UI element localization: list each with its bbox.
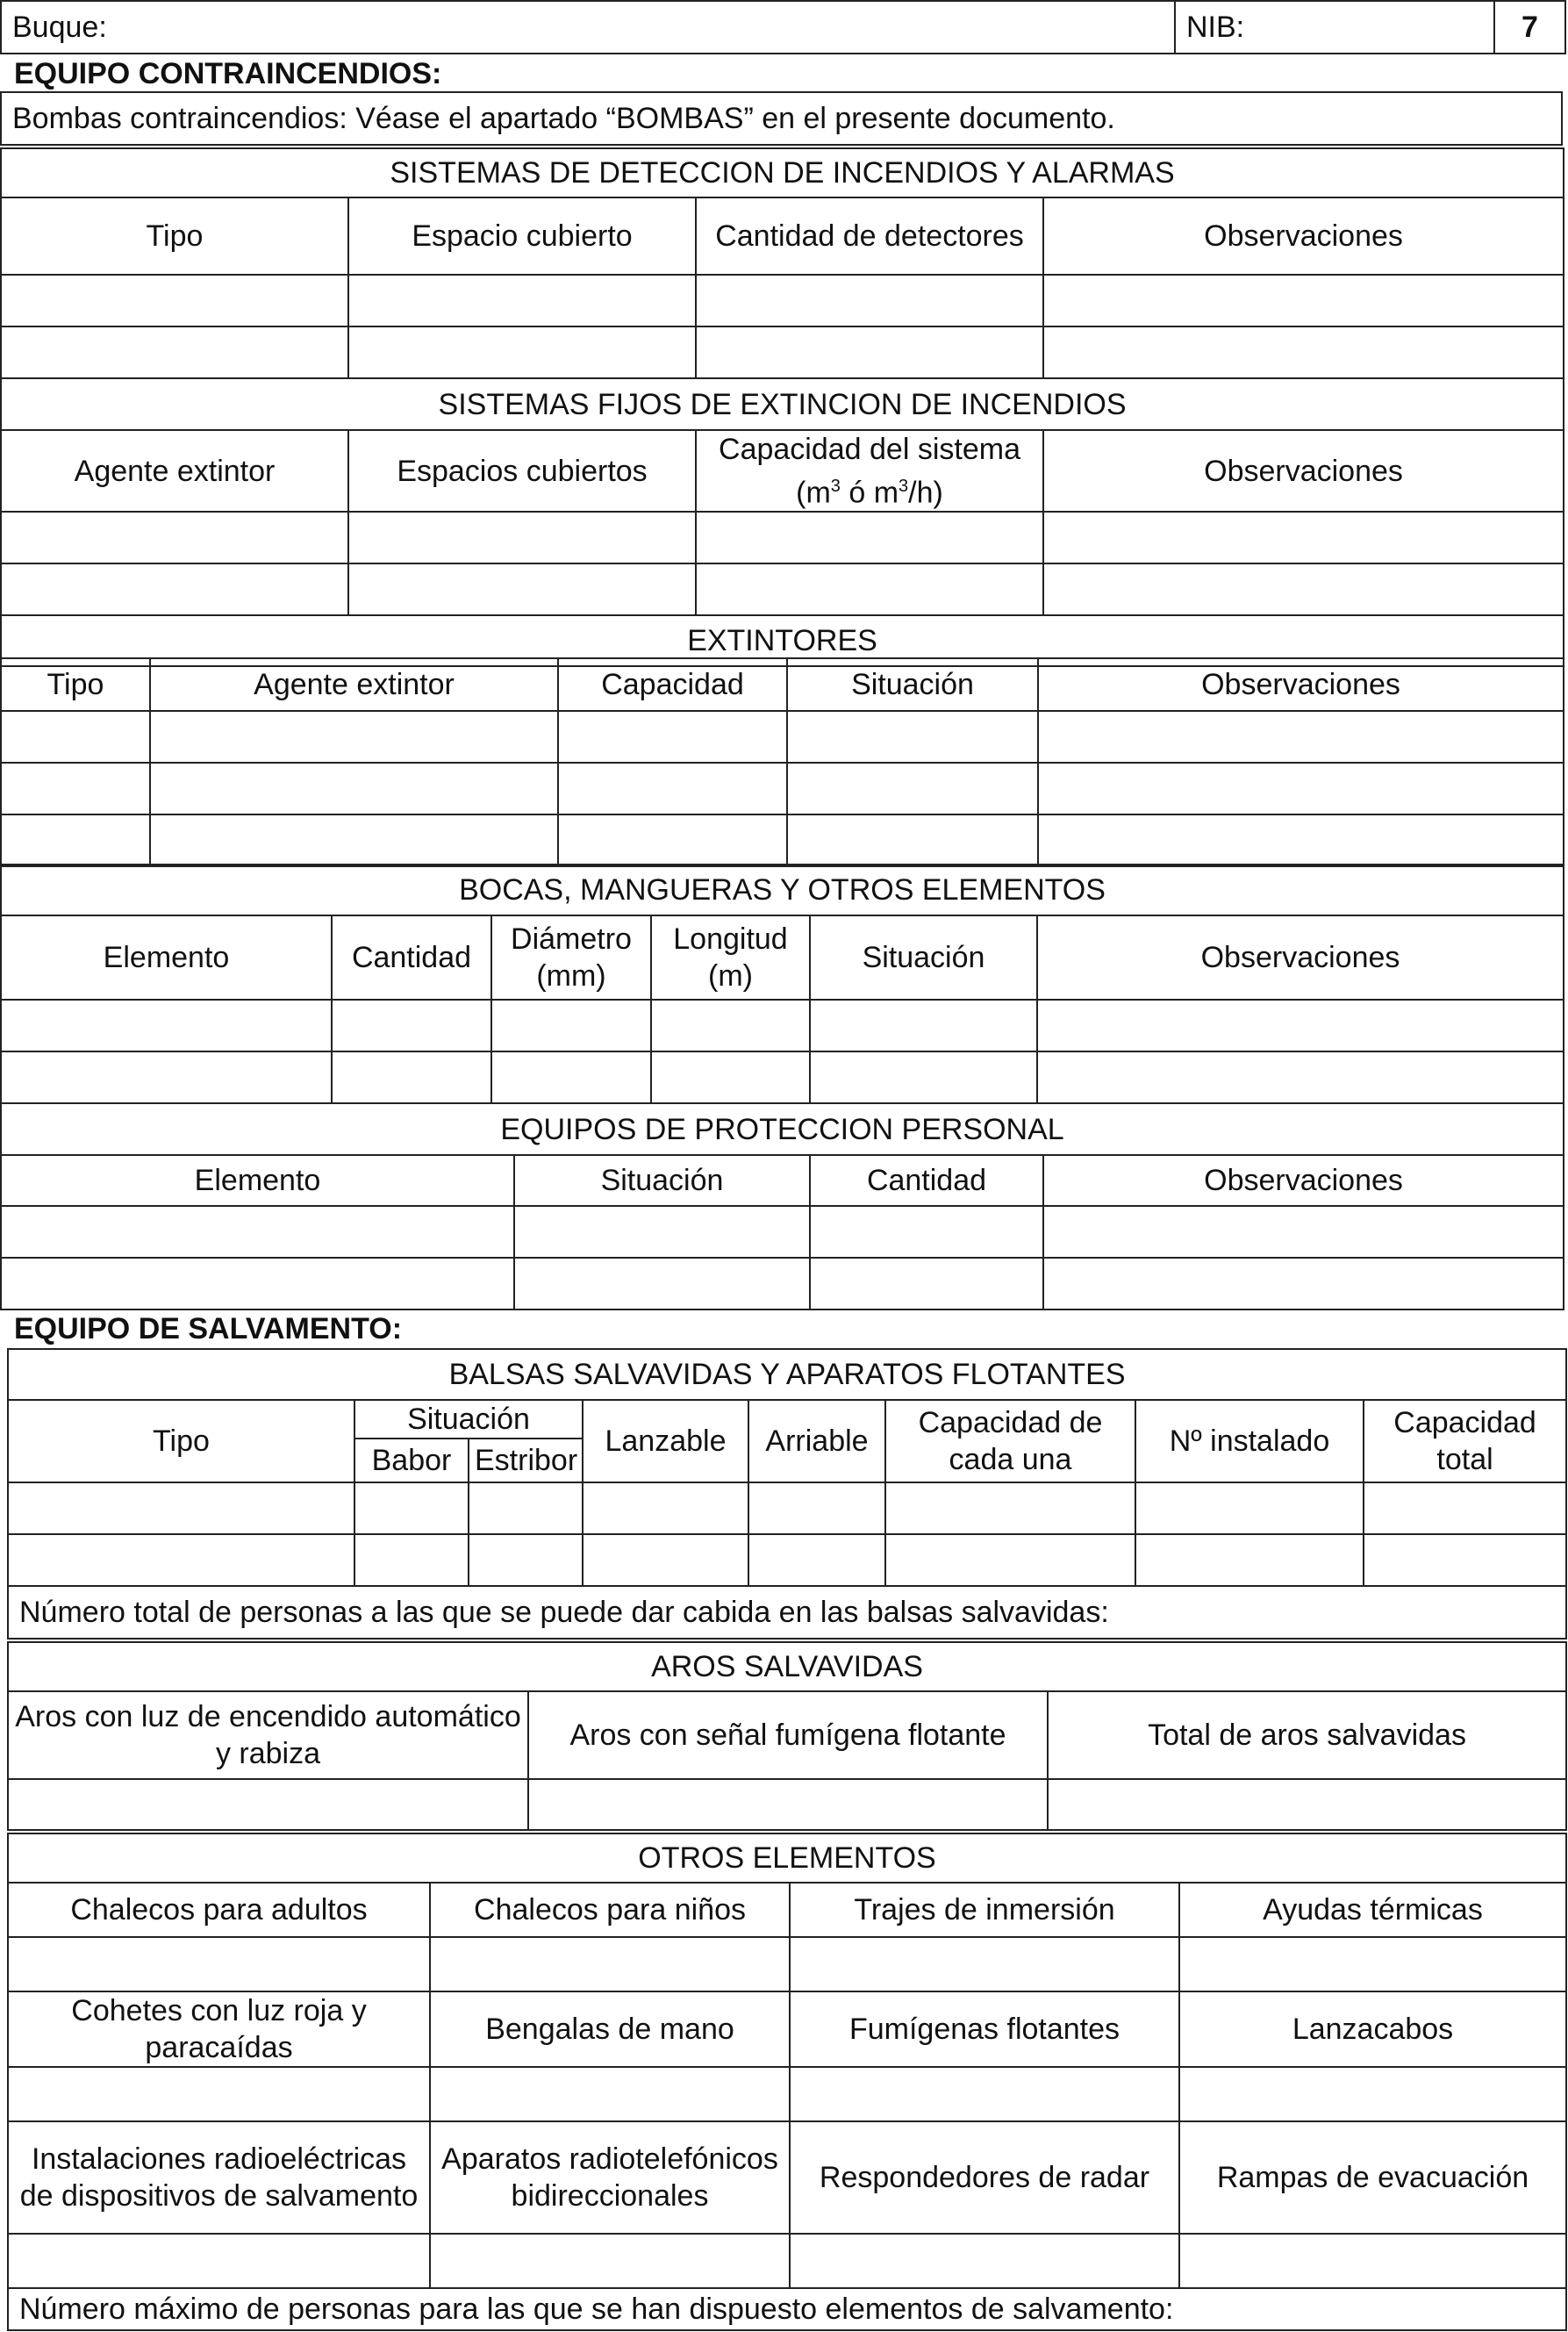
max-persons-rescue: Número máximo de personas para las que se han dispuesto elementos de salvamento: [8,2288,1566,2330]
col-trajes-inmersion: Trajes de inmersión [790,1883,1179,1937]
col-respondedores-radar: Respondedores de radar [790,2121,1179,2234]
form-cell[interactable] [696,326,1043,378]
ppe-table [0,1102,1563,1310]
form-cell[interactable] [348,512,696,563]
col-diametro: Diámetro (mm) [491,915,651,1000]
form-cell[interactable] [885,1482,1135,1534]
col-tipo: Tipo [1,197,348,275]
form-cell[interactable] [332,1051,491,1103]
form-cell[interactable] [1179,2234,1566,2288]
col-aparatos-radiotelefonicos: Aparatos radiotelefónicos bidireccionales [430,2121,790,2234]
form-cell[interactable] [885,1534,1135,1586]
form-cell[interactable] [651,1051,810,1103]
form-cell[interactable] [1,1051,332,1103]
form-cell[interactable] [8,1937,430,1991]
col-aros-luz: Aros con luz de encendido automático y rabiza [8,1691,528,1779]
col-cantidad-detectores: Cantidad de detectores [696,197,1043,275]
form-cell[interactable] [8,1779,528,1830]
other-elements-title: OTROS ELEMENTOS [8,1833,1566,1883]
form-cell[interactable] [469,1482,583,1534]
form-cell[interactable] [651,1000,810,1051]
col-situacion: Situación [514,1155,810,1206]
form-cell[interactable] [8,1482,354,1534]
form-cell[interactable] [790,2234,1179,2288]
form-cell[interactable] [583,1482,748,1534]
form-cell[interactable] [430,2067,790,2121]
form-cell[interactable] [558,711,787,763]
form-cell[interactable] [514,1206,810,1258]
form-cell[interactable] [748,1482,885,1534]
extinguishers-title: EXTINTORES [1,615,1564,666]
form-cell[interactable] [491,1000,651,1051]
col-observaciones: Observaciones [1038,658,1564,711]
form-cell[interactable] [1043,1206,1564,1258]
form-cell[interactable] [150,814,558,866]
form-cell[interactable] [150,763,558,814]
col-babor: Babor [354,1439,469,1482]
hoses-title: BOCAS, MANGUERAS Y OTROS ELEMENTOS [1,865,1564,915]
col-elemento: Elemento [1,915,332,1000]
col-bengalas: Bengalas de mano [430,1991,790,2067]
form-cell[interactable] [332,1000,491,1051]
form-cell[interactable] [787,763,1038,814]
form-cell[interactable] [1179,1937,1566,1991]
form-cell[interactable] [430,1937,790,1991]
form-cell[interactable] [348,563,696,615]
col-rampas-evacuacion: Rampas de evacuación [1179,2121,1566,2234]
fixed-systems-title: SISTEMAS FIJOS DE EXTINCION DE INCENDIOS [1,378,1564,430]
form-cell[interactable] [8,1534,354,1586]
form-cell[interactable] [810,1000,1037,1051]
form-cell[interactable] [696,275,1043,326]
form-cell[interactable] [1043,563,1564,615]
hoses-table [0,864,1563,1104]
col-capacidad-cada-una: Capacidad de cada una [885,1400,1135,1482]
page-number: 7 [1494,1,1565,54]
col-fumigenas: Fumígenas flotantes [790,1991,1179,2067]
form-cell[interactable] [1048,1779,1566,1830]
col-ayudas-termicas: Ayudas térmicas [1179,1883,1566,1937]
form-cell[interactable] [696,563,1043,615]
col-cantidad: Cantidad [810,1155,1043,1206]
col-tipo: Tipo [8,1400,354,1482]
form-cell[interactable] [1038,814,1564,866]
form-cell[interactable] [1037,1051,1564,1103]
col-capacidad: Capacidad [558,658,787,711]
form-cell[interactable] [1043,512,1564,563]
form-cell[interactable] [790,1937,1179,1991]
form-cell[interactable] [810,1258,1043,1310]
form-cell[interactable] [1364,1534,1566,1586]
extinguishers-table [0,657,1563,867]
col-longitud: Longitud (m) [651,915,810,1000]
detection-table [0,147,1563,667]
form-cell[interactable] [528,1779,1048,1830]
form-cell[interactable] [1038,711,1564,763]
col-agente-extintor: Agente extintor [150,658,558,711]
fire-equipment-heading: EQUIPO CONTRAINCENDIOS: [14,57,442,90]
form-cell[interactable] [8,2234,430,2288]
form-cell[interactable] [1179,2067,1566,2121]
col-chalecos-adultos: Chalecos para adultos [8,1883,430,1937]
rescue-equipment-heading: EQUIPO DE SALVAMENTO: [14,1312,403,1345]
col-espacios-cubiertos: Espacios cubiertos [348,430,696,512]
form-cell[interactable] [1,563,348,615]
form-cell[interactable] [514,1258,810,1310]
pumps-note-box [0,91,1563,146]
other-elements-table [7,1833,1565,2331]
form-cell[interactable] [583,1534,748,1586]
detection-title: SISTEMAS DE DETECCION DE INCENDIOS Y ALARMAS [1,148,1564,197]
form-cell[interactable] [1,763,150,814]
col-aros-senal: Aros con señal fumígena flotante [528,1691,1048,1779]
form-cell[interactable] [810,1206,1043,1258]
col-observaciones: Observaciones [1043,430,1564,512]
form-cell[interactable] [1135,1534,1364,1586]
form-cell[interactable] [1,275,348,326]
form-cell[interactable] [810,1051,1037,1103]
col-elemento: Elemento [1,1155,514,1206]
pumps-note: Bombas contraincendios: Véase el apartado “BOMBAS” en el presente documento. [1,92,1562,145]
form-cell[interactable] [1135,1482,1364,1534]
col-lanzacabos: Lanzacabos [1179,1991,1566,2067]
rafts-title: BALSAS SALVAVIDAS Y APARATOS FLOTANTES [8,1349,1566,1400]
form-cell[interactable] [1,1000,332,1051]
form-cell[interactable] [1038,763,1564,814]
rafts-table [7,1348,1565,1640]
form-cell[interactable] [1043,1258,1564,1310]
form-cell[interactable] [748,1534,885,1586]
rafts-total-persons: Número total de personas a las que se puede dar cabida en las balsas salvavidas: [8,1586,1566,1639]
col-situacion: Situación [810,915,1037,1000]
col-observaciones: Observaciones [1043,1155,1564,1206]
col-instalaciones-radio: Instalaciones radioeléctricas de dispositivos de salvamento [8,2121,430,2234]
form-cell[interactable] [696,512,1043,563]
form-cell[interactable] [1,711,150,763]
form-cell[interactable] [1364,1482,1566,1534]
form-cell[interactable] [1,1258,514,1310]
buque-label: Buque: [1,1,1175,54]
form-cell[interactable] [558,763,787,814]
form-cell[interactable] [790,2067,1179,2121]
form-cell[interactable] [787,711,1038,763]
form-cell[interactable] [1,1206,514,1258]
form-cell[interactable] [348,326,696,378]
col-chalecos-ninos: Chalecos para niños [430,1883,790,1937]
col-situacion: Situación [354,1400,583,1439]
life-rings-title: AROS SALVAVIDAS [8,1642,1566,1691]
form-cell[interactable] [150,711,558,763]
col-cohetes: Cohetes con luz roja y paracaídas [8,1991,430,2067]
form-cell[interactable] [430,2234,790,2288]
col-observaciones: Observaciones [1037,915,1564,1000]
col-tipo: Tipo [1,658,150,711]
form-header [0,0,1564,54]
col-lanzable: Lanzable [583,1400,748,1482]
col-total-aros: Total de aros salvavidas [1048,1691,1566,1779]
col-espacio-cubierto: Espacio cubierto [348,197,696,275]
form-cell[interactable] [8,2067,430,2121]
life-rings-table [7,1641,1565,1831]
form-cell[interactable] [354,1482,469,1534]
form-cell[interactable] [491,1051,651,1103]
ppe-title: EQUIPOS DE PROTECCION PERSONAL [1,1103,1564,1155]
form-cell[interactable] [348,275,696,326]
col-arriable: Arriable [748,1400,885,1482]
form-cell[interactable] [787,814,1038,866]
form-cell[interactable] [1037,1000,1564,1051]
form-cell[interactable] [1,326,348,378]
form-cell[interactable] [354,1534,469,1586]
col-cantidad: Cantidad [332,915,491,1000]
form-cell[interactable] [558,814,787,866]
nib-label: NIB: [1175,1,1494,54]
form-cell[interactable] [469,1534,583,1586]
col-observaciones: Observaciones [1043,197,1564,275]
form-cell[interactable] [1,814,150,866]
col-capacidad-sistema: Capacidad del sistema ($m^3$ ó $m^3/h$) [696,430,1043,512]
col-agente-extintor: Agente extintor [1,430,348,512]
col-capacidad-total: Capacidad total [1364,1400,1566,1482]
col-n-instalado: Nº instalado [1135,1400,1364,1482]
form-cell[interactable] [1043,275,1564,326]
form-cell[interactable] [1043,326,1564,378]
col-situacion: Situación [787,658,1038,711]
col-estribor: Estribor [469,1439,583,1482]
form-cell[interactable] [1,512,348,563]
